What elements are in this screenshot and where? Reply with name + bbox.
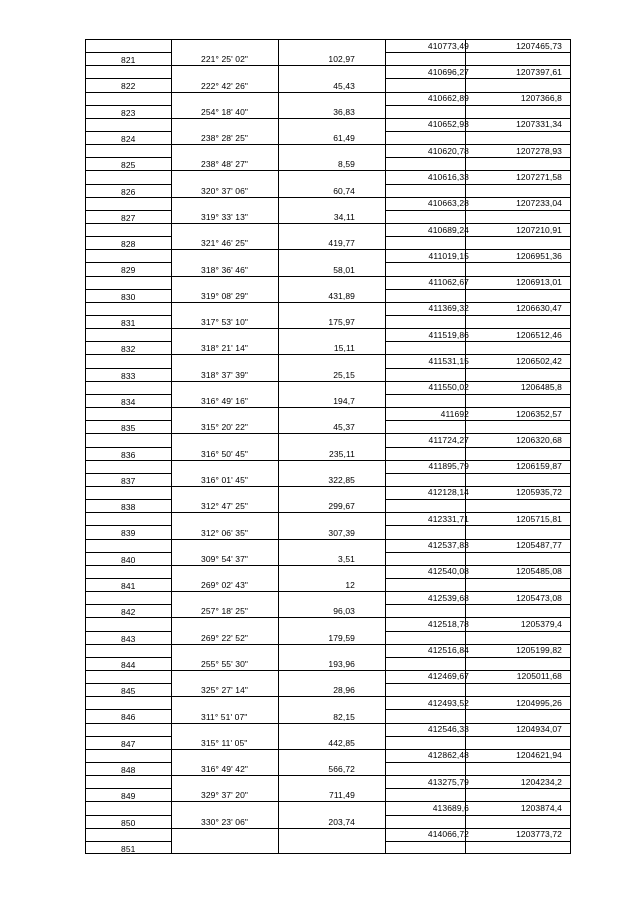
coordinate-y: 1204621,94 bbox=[516, 750, 562, 761]
point-mid-rule bbox=[85, 604, 171, 605]
coordinate-y: 1205473,08 bbox=[516, 592, 562, 603]
coord-mid-rule bbox=[385, 315, 571, 316]
point-number: 845 bbox=[121, 686, 136, 697]
coordinate-y: 1203773,72 bbox=[516, 829, 562, 840]
length-value: 711,49 bbox=[329, 790, 355, 801]
length-value: 175,97 bbox=[328, 317, 355, 328]
coord-mid-rule bbox=[385, 341, 571, 342]
coord-mid-rule bbox=[385, 447, 571, 448]
coordinate-y: 1206951,36 bbox=[516, 250, 562, 261]
bearing-value: 319° 33' 13" bbox=[201, 212, 249, 223]
length-value: 34,11 bbox=[333, 212, 355, 223]
point-mid-rule bbox=[85, 289, 171, 290]
bearing-value: 269° 22' 52" bbox=[201, 632, 249, 643]
coordinate-y: 1205935,72 bbox=[516, 487, 562, 498]
coord-mid-rule bbox=[385, 552, 571, 553]
point-number: 837 bbox=[121, 475, 136, 486]
point-number: 828 bbox=[121, 239, 136, 250]
length-value: 299,67 bbox=[328, 501, 355, 512]
length-value: 82,15 bbox=[333, 711, 355, 722]
column-rule bbox=[171, 39, 172, 854]
coord-mid-rule bbox=[385, 236, 571, 237]
bearing-value: 319° 08' 29" bbox=[201, 290, 249, 301]
coordinate-y: 1207210,91 bbox=[516, 224, 562, 235]
coordinate-x: 412537,83 bbox=[427, 540, 469, 551]
point-mid-rule bbox=[85, 683, 171, 684]
coordinate-x: 410696,27 bbox=[427, 66, 469, 77]
point-number: 840 bbox=[121, 554, 136, 565]
length-value: 419,77 bbox=[328, 238, 355, 249]
bearing-value: 311° 51' 07" bbox=[201, 711, 248, 722]
point-number: 841 bbox=[121, 580, 136, 591]
coord-mid-rule bbox=[385, 368, 571, 369]
point-number: 834 bbox=[121, 396, 136, 407]
coord-mid-rule bbox=[385, 52, 571, 53]
length-value: 15,11 bbox=[333, 343, 355, 354]
length-value: 60,74 bbox=[333, 185, 355, 196]
coordinate-y: 1206913,01 bbox=[516, 277, 562, 288]
point-mid-rule bbox=[85, 368, 171, 369]
coordinate-y: 1204995,26 bbox=[516, 697, 562, 708]
coord-mid-rule bbox=[385, 210, 571, 211]
coord-mid-rule bbox=[385, 184, 571, 185]
length-value: 566,72 bbox=[328, 764, 355, 775]
coord-mid-rule bbox=[385, 578, 571, 579]
point-number: 850 bbox=[121, 817, 136, 828]
point-mid-rule bbox=[85, 578, 171, 579]
point-number: 848 bbox=[121, 764, 136, 775]
coordinate-y: 1206352,57 bbox=[516, 408, 562, 419]
coord-mid-rule bbox=[385, 473, 571, 474]
point-number: 839 bbox=[121, 528, 136, 539]
coordinate-x: 412493,52 bbox=[427, 697, 469, 708]
point-number: 830 bbox=[121, 291, 136, 302]
table-border-bottom bbox=[85, 853, 571, 854]
point-mid-rule bbox=[85, 788, 171, 789]
point-mid-rule bbox=[85, 262, 171, 263]
point-number: 836 bbox=[121, 449, 136, 460]
coordinate-y: 1207397,61 bbox=[516, 66, 562, 77]
length-value: 61,49 bbox=[333, 133, 355, 144]
coord-mid-rule bbox=[385, 736, 571, 737]
coord-mid-rule bbox=[385, 499, 571, 500]
coordinate-x: 413689,6 bbox=[432, 802, 469, 813]
coordinate-table bbox=[85, 39, 571, 854]
length-value: 102,97 bbox=[328, 54, 355, 65]
coordinate-x: 410616,33 bbox=[427, 171, 469, 182]
length-value: 179,59 bbox=[328, 632, 355, 643]
coordinate-x: 410620,78 bbox=[427, 145, 469, 156]
bearing-value: 316° 49' 16" bbox=[201, 396, 249, 407]
coordinate-y: 1206502,42 bbox=[516, 355, 562, 366]
bearing-value: 238° 48' 27" bbox=[201, 159, 249, 170]
coordinate-x: 411019,15 bbox=[428, 250, 469, 261]
coord-mid-rule bbox=[385, 525, 571, 526]
coordinate-x: 414066,72 bbox=[427, 829, 469, 840]
coord-mid-rule bbox=[385, 78, 571, 79]
bearing-value: 309° 54' 37" bbox=[201, 553, 249, 564]
coordinate-y: 1207465,73 bbox=[516, 40, 562, 51]
point-number: 827 bbox=[121, 212, 136, 223]
point-number: 821 bbox=[121, 55, 136, 66]
coord-mid-rule bbox=[385, 262, 571, 263]
coordinate-y: 1206512,46 bbox=[516, 329, 562, 340]
point-number: 849 bbox=[121, 791, 136, 802]
coordinate-y: 1207278,93 bbox=[516, 145, 562, 156]
bearing-value: 315° 11' 05" bbox=[201, 737, 248, 748]
point-number: 847 bbox=[121, 738, 136, 749]
coordinate-y: 1205715,81 bbox=[516, 513, 562, 524]
bearing-value: 320° 37' 06" bbox=[201, 185, 249, 196]
bearing-value: 254° 18' 40" bbox=[201, 106, 249, 117]
point-mid-rule bbox=[85, 447, 171, 448]
bearing-value: 330° 23' 06" bbox=[201, 816, 249, 827]
bearing-value: 222° 42' 26" bbox=[201, 80, 249, 91]
bearing-value: 315° 20' 22" bbox=[201, 422, 249, 433]
length-value: 45,43 bbox=[333, 80, 355, 91]
length-value: 203,74 bbox=[328, 816, 355, 827]
bearing-value: 269° 02' 43" bbox=[201, 580, 249, 591]
point-number: 846 bbox=[121, 712, 136, 723]
bearing-value: 317° 53' 10" bbox=[201, 317, 249, 328]
length-value: 235,11 bbox=[329, 448, 355, 459]
point-mid-rule bbox=[85, 394, 171, 395]
coordinate-y: 1207366,8 bbox=[520, 93, 562, 104]
coordinate-x: 410773,49 bbox=[427, 40, 469, 51]
coordinate-y: 1205011,68 bbox=[516, 671, 562, 682]
point-number: 843 bbox=[121, 633, 136, 644]
length-value: 12 bbox=[345, 580, 355, 591]
point-number: 831 bbox=[121, 318, 136, 329]
point-number: 842 bbox=[121, 607, 136, 618]
length-value: 194,7 bbox=[333, 396, 355, 407]
coordinate-y: 1206320,68 bbox=[516, 434, 562, 445]
length-value: 96,03 bbox=[333, 606, 355, 617]
bearing-value: 221° 25' 02" bbox=[201, 54, 249, 65]
coord-mid-rule bbox=[385, 157, 571, 158]
coordinate-x: 412539,68 bbox=[427, 592, 469, 603]
coord-mid-rule bbox=[385, 289, 571, 290]
bearing-value: 257° 18' 25" bbox=[201, 606, 249, 617]
point-mid-rule bbox=[85, 236, 171, 237]
bearing-value: 318° 36' 46" bbox=[201, 264, 249, 275]
length-value: 8,59 bbox=[338, 159, 355, 170]
coord-mid-rule bbox=[385, 657, 571, 658]
coord-mid-rule bbox=[385, 131, 571, 132]
point-mid-rule bbox=[85, 105, 171, 106]
coord-mid-rule bbox=[385, 815, 571, 816]
point-mid-rule bbox=[85, 315, 171, 316]
coordinate-y: 1207233,04 bbox=[516, 198, 562, 209]
length-value: 45,37 bbox=[333, 422, 355, 433]
point-mid-rule bbox=[85, 762, 171, 763]
coordinate-y: 1207271,58 bbox=[516, 171, 562, 182]
coord-mid-rule bbox=[385, 604, 571, 605]
coordinate-y: 1206485,8 bbox=[520, 382, 562, 393]
point-mid-rule bbox=[85, 499, 171, 500]
point-number: 826 bbox=[121, 186, 136, 197]
bearing-value: 255° 55' 30" bbox=[201, 658, 249, 669]
coordinate-y: 1204234,2 bbox=[520, 776, 562, 787]
bearing-value: 321° 46' 25" bbox=[201, 238, 249, 249]
point-mid-rule bbox=[85, 552, 171, 553]
coordinate-x: 413275,79 bbox=[427, 776, 469, 787]
point-number: 825 bbox=[121, 160, 136, 171]
bearing-value: 325° 27' 14" bbox=[201, 685, 249, 696]
length-value: 36,83 bbox=[333, 106, 355, 117]
coordinate-y: 1204934,07 bbox=[516, 724, 562, 735]
point-mid-rule bbox=[85, 420, 171, 421]
point-mid-rule bbox=[85, 52, 171, 53]
bearing-value: 329° 37' 20" bbox=[201, 790, 249, 801]
point-number: 835 bbox=[121, 423, 136, 434]
coordinate-x: 411724,27 bbox=[428, 434, 469, 445]
point-mid-rule bbox=[85, 709, 171, 710]
coord-mid-rule bbox=[385, 788, 571, 789]
coordinate-y: 1205379,4 bbox=[520, 618, 562, 629]
point-mid-rule bbox=[85, 157, 171, 158]
coordinate-y: 1205487,77 bbox=[516, 540, 562, 551]
bearing-value: 318° 37' 39" bbox=[201, 369, 249, 380]
coordinate-x: 411369,32 bbox=[428, 303, 469, 314]
length-value: 25,15 bbox=[333, 369, 355, 380]
point-mid-rule bbox=[85, 841, 171, 842]
point-mid-rule bbox=[85, 631, 171, 632]
coordinate-x: 412331,71 bbox=[427, 513, 469, 524]
coordinate-y: 1207331,34 bbox=[516, 119, 562, 130]
point-number: 838 bbox=[121, 502, 136, 513]
coordinate-x: 411062,67 bbox=[428, 277, 469, 288]
coordinate-x: 412469,67 bbox=[427, 671, 469, 682]
coordinate-x: 410662,89 bbox=[427, 93, 469, 104]
coordinate-y: 1203874,4 bbox=[520, 802, 562, 813]
coordinate-x: 412516,84 bbox=[427, 645, 469, 656]
point-mid-rule bbox=[85, 815, 171, 816]
coordinate-x: 412862,48 bbox=[427, 750, 469, 761]
coord-mid-rule bbox=[385, 841, 571, 842]
bearing-value: 238° 28' 25" bbox=[201, 133, 249, 144]
point-number: 829 bbox=[121, 265, 136, 276]
coord-mid-rule bbox=[385, 709, 571, 710]
coordinate-x: 412128,14 bbox=[427, 487, 469, 498]
coord-mid-rule bbox=[385, 394, 571, 395]
point-number: 844 bbox=[121, 659, 136, 670]
coordinate-y: 1205199,82 bbox=[516, 645, 562, 656]
length-value: 3,51 bbox=[338, 553, 355, 564]
bearing-value: 316° 01' 45" bbox=[201, 474, 249, 485]
length-value: 28,96 bbox=[333, 685, 355, 696]
bearing-value: 312° 47' 25" bbox=[201, 501, 249, 512]
coordinate-x: 411692 bbox=[440, 408, 469, 419]
coord-mid-rule bbox=[385, 631, 571, 632]
point-number: 833 bbox=[121, 370, 136, 381]
point-number: 824 bbox=[121, 134, 136, 145]
coordinate-x: 411531,15 bbox=[428, 355, 469, 366]
bearing-value: 312° 06' 35" bbox=[201, 527, 249, 538]
length-value: 442,85 bbox=[328, 737, 355, 748]
coordinate-y: 1206159,87 bbox=[516, 461, 562, 472]
point-mid-rule bbox=[85, 657, 171, 658]
point-mid-rule bbox=[85, 473, 171, 474]
point-mid-rule bbox=[85, 78, 171, 79]
coordinate-y: 1205485,08 bbox=[516, 566, 562, 577]
coord-mid-rule bbox=[385, 683, 571, 684]
coordinate-x: 411895,79 bbox=[428, 461, 469, 472]
bearing-value: 318° 21' 14" bbox=[201, 343, 249, 354]
point-mid-rule bbox=[85, 525, 171, 526]
point-number: 823 bbox=[121, 107, 136, 118]
coordinate-x: 410689,24 bbox=[427, 224, 469, 235]
coordinate-x: 411519,86 bbox=[428, 329, 469, 340]
coord-mid-rule bbox=[385, 105, 571, 106]
length-value: 431,89 bbox=[328, 290, 355, 301]
coordinate-x: 412546,33 bbox=[427, 724, 469, 735]
point-mid-rule bbox=[85, 131, 171, 132]
coordinate-x: 412540,08 bbox=[427, 566, 469, 577]
point-number: 832 bbox=[121, 344, 136, 355]
point-number: 822 bbox=[121, 81, 136, 92]
coord-mid-rule bbox=[385, 420, 571, 421]
point-mid-rule bbox=[85, 184, 171, 185]
bearing-value: 316° 50' 45" bbox=[201, 448, 249, 459]
coord-mid-rule bbox=[385, 762, 571, 763]
coordinate-x: 411550,02 bbox=[428, 382, 469, 393]
coordinate-y: 1206630,47 bbox=[516, 303, 562, 314]
point-number: 851 bbox=[121, 843, 136, 854]
coordinate-x: 410652,93 bbox=[427, 119, 469, 130]
coordinate-x: 410663,28 bbox=[427, 198, 469, 209]
length-value: 58,01 bbox=[333, 264, 355, 275]
coordinate-x: 412518,78 bbox=[427, 618, 469, 629]
point-mid-rule bbox=[85, 736, 171, 737]
length-value: 307,39 bbox=[328, 527, 355, 538]
bearing-value: 316° 49' 42" bbox=[201, 764, 249, 775]
length-value: 193,96 bbox=[328, 658, 355, 669]
length-value: 322,85 bbox=[328, 474, 355, 485]
point-mid-rule bbox=[85, 341, 171, 342]
point-mid-rule bbox=[85, 210, 171, 211]
